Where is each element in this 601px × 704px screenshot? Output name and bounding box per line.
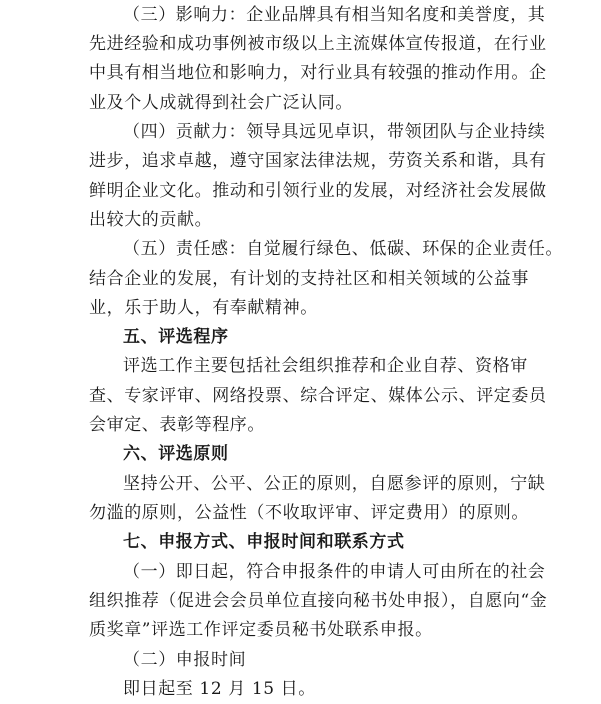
paragraph-line: （五）责任感：自觉履行绿色、低碳、环保的企业责任。 [123,239,563,259]
paragraph-line: （三）影响力：企业品牌具有相当知名度和美誉度，其 [123,5,546,25]
paragraph-line: 坚持公开、公平、公正的原则，自愿参评的原则，宁缺 [123,474,546,494]
section-heading: 五、评选程序 [123,327,229,347]
paragraph-line: 结合企业的发展，有计划的支持社区和相关领域的公益事 [89,269,529,289]
paragraph-line: 组织推荐（促进会会员单位直接向秘书处申报），自愿向“金 [89,591,548,611]
paragraph-line: 勿滥的原则，公益性（不收取评审、评定费用）的原则。 [89,503,529,523]
paragraph-line: 业，乐于助人，有奉献精神。 [89,298,318,318]
paragraph-line: 评选工作主要包括社会组织推荐和企业自荐、资格审 [123,356,528,376]
paragraph-line: 鲜明企业文化。推动和引领行业的发展，对经济社会发展做 [89,181,547,201]
paragraph-line: 质奖章”评选工作评定委员秘书处联系申报。 [89,620,433,640]
paragraph-line: （二）申报时间 [123,650,247,670]
paragraph-line: 查、专家评审、网络投票、综合评定、媒体公示、评定委员 [89,386,547,406]
paragraph-line: 中具有相当地位和影响力，对行业具有较强的推动作用。企 [89,63,547,83]
paragraph-line: 进步，追求卓越，遵守国家法律法规，劳资关系和谐，具有 [89,151,547,171]
section-heading: 七、申报方式、申报时间和联系方式 [123,532,405,552]
section-heading: 六、评选原则 [123,444,229,464]
paragraph-line: 先进经验和成功事例被市级以上主流媒体宣传报道，在行业 [89,34,547,54]
paragraph-line: 业及个人成就得到社会广泛认同。 [89,93,353,113]
paragraph-line: 会审定、表彰等程序。 [89,415,265,435]
paragraph-line: 出较大的贡献。 [89,210,213,230]
paragraph-line: （一）即日起，符合申报条件的申请人可由所在的社会 [123,562,546,582]
paragraph-line: 即日起至 12 月 15 日。 [123,679,316,699]
paragraph-line: （四）贡献力：领导具远见卓识，带领团队与企业持续 [123,122,546,142]
